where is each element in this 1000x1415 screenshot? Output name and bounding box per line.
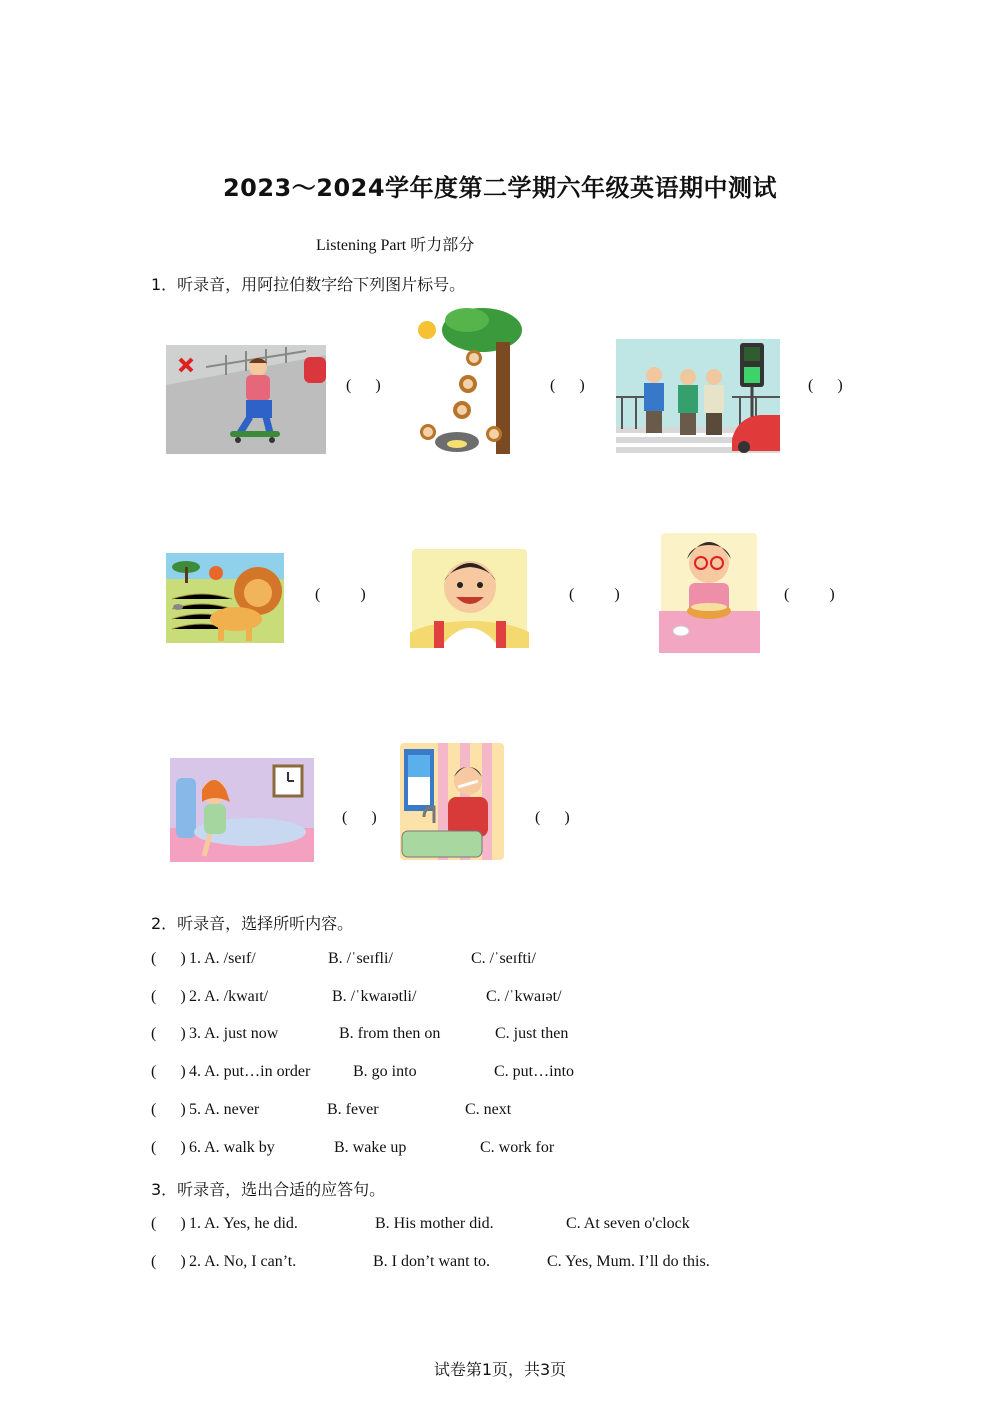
section-1-heading: 1．听录音，用阿拉伯数字给下列图片标号。 [151,275,466,294]
option-c: C. /ˈseɪfti/ [471,950,536,967]
answer-blank[interactable]: ( ) [315,586,366,603]
option-c: C. work for [480,1139,555,1156]
option-b: B. /ˈseɪfli/ [328,950,393,967]
option-b: B. His mother did. [375,1215,494,1232]
option-a: 1. A. /seɪf/ [189,950,256,967]
option-b: B. fever [327,1101,379,1118]
option-c: C. next [465,1101,512,1118]
answer-blank[interactable]: ( ) [151,1253,186,1270]
option-a: 2. A. /kwaɪt/ [189,988,269,1005]
lion-mouse-icon [166,549,288,648]
answer-blank[interactable]: ( ) [342,809,377,826]
answer-blank[interactable]: ( ) [550,377,585,394]
option-c: C. At seven o'clock [566,1215,690,1232]
girl-eating-noodles-icon [659,531,760,653]
option-a: 4. A. put…in order [189,1063,311,1080]
option-b: B. go into [353,1063,417,1080]
part-subtitle: Listening Part 听力部分 [316,237,475,254]
option-a: 5. A. never [189,1101,260,1118]
option-b: B. I don’t want to. [373,1253,491,1270]
answer-blank[interactable]: ( ) [346,377,381,394]
monkeys-tree-icon [412,306,524,454]
page-title: 2023～2024学年度第二学期六年级英语期中测试 [222,174,778,202]
answer-blank[interactable]: ( ) [151,1101,186,1118]
answer-blank[interactable]: ( ) [784,586,835,603]
answer-blank[interactable]: ( ) [151,950,186,967]
answer-blank[interactable]: ( ) [808,377,843,394]
option-b: B. from then on [339,1025,441,1042]
option-a: 1. A. Yes, he did. [189,1215,298,1232]
smiling-boy-icon [410,545,529,648]
answer-blank[interactable]: ( ) [151,1063,186,1080]
option-c: C. put…into [494,1063,575,1080]
section-3-heading: 3．听录音，选出合适的应答句。 [151,1180,386,1199]
option-a: 2. A. No, I can’t. [189,1253,297,1270]
option-c: C. /ˈkwaɪət/ [486,988,562,1005]
answer-blank[interactable]: ( ) [151,1215,186,1232]
answer-blank[interactable]: ( ) [151,1139,186,1156]
answer-blank[interactable]: ( ) [569,586,620,603]
option-c: C. Yes, Mum. I’ll do this. [547,1253,710,1270]
answer-blank[interactable]: ( ) [535,809,570,826]
woman-getting-up-icon [170,758,314,862]
crossing-street-icon [616,339,780,453]
option-c: C. just then [495,1025,569,1042]
option-a: 3. A. just now [189,1025,279,1042]
option-b: B. wake up [334,1139,407,1156]
section-2-heading: 2．听录音，选择所听内容。 [151,914,354,933]
page-footer: 试卷第1页，共3页 [433,1360,567,1379]
option-b: B. /ˈkwaɪətli/ [332,988,417,1005]
answer-blank[interactable]: ( ) [151,988,186,1005]
option-a: 6. A. walk by [189,1139,275,1156]
man-brushing-teeth-icon [398,741,506,862]
answer-blank[interactable]: ( ) [151,1025,186,1042]
skateboarding-boy-icon [166,345,326,454]
